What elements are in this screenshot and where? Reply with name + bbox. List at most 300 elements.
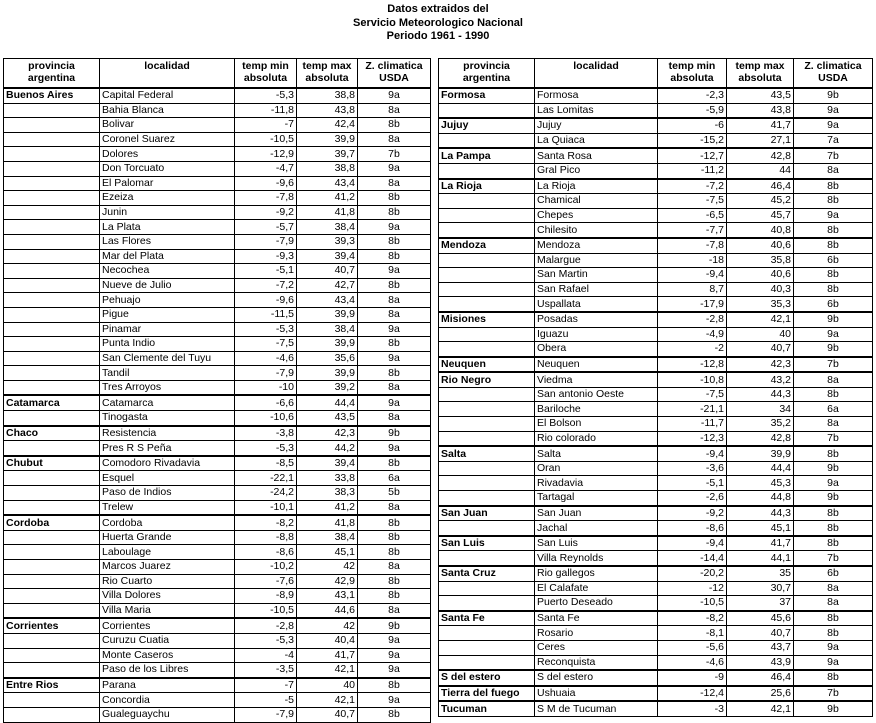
localidad-cell: Salta	[535, 446, 658, 461]
zona-cell: 8b	[358, 678, 431, 693]
zona-cell: 9a	[794, 476, 873, 491]
temp-min-cell: -9,4	[658, 268, 727, 283]
table-row	[439, 581, 873, 596]
provincia-cell: Salta	[439, 446, 535, 461]
temp-min-cell: 8,7	[658, 282, 727, 297]
temp-min-cell: -3	[658, 701, 727, 716]
localidad-cell: El Calafate	[535, 581, 658, 596]
header-zona-climatica: Z. climatica USDA	[358, 59, 431, 89]
zona-cell: 8a	[358, 380, 431, 395]
temp-min-cell: -4,9	[658, 327, 727, 342]
temp-min-cell: -12,8	[658, 357, 727, 373]
zona-cell: 8b	[794, 611, 873, 626]
provincia-cell	[4, 471, 100, 486]
temp-max-cell: 45,3	[727, 476, 794, 491]
temp-max-cell: 42,7	[297, 278, 358, 293]
table-row	[439, 387, 873, 402]
table-row	[4, 395, 431, 410]
zona-cell: 9b	[794, 88, 873, 103]
localidad-cell: Pehuajo	[100, 293, 235, 308]
zona-cell: 9b	[358, 618, 431, 633]
temp-min-cell: -12,4	[658, 686, 727, 702]
temp-min-cell: -9,3	[235, 249, 297, 264]
zona-cell: 8b	[794, 179, 873, 194]
temp-max-cell: 27,1	[727, 133, 794, 148]
temp-min-cell: -11,5	[235, 307, 297, 322]
localidad-cell: San Martin	[535, 268, 658, 283]
localidad-cell: Reconquista	[535, 655, 658, 670]
temp-max-cell: 39,9	[297, 366, 358, 381]
localidad-cell: Resistencia	[100, 426, 235, 441]
zona-cell: 8b	[794, 536, 873, 551]
provincia-cell	[4, 530, 100, 545]
temp-min-cell: -9,4	[658, 536, 727, 551]
localidad-cell: Santa Rosa	[535, 148, 658, 163]
zona-cell: 8b	[794, 506, 873, 521]
zona-cell: 9b	[794, 491, 873, 506]
table-row	[439, 342, 873, 357]
title-line-2: Servicio Meteorologico Nacional	[353, 16, 523, 29]
provincia-cell	[439, 521, 535, 536]
zona-cell: 7b	[794, 431, 873, 446]
temp-max-cell: 44,8	[727, 491, 794, 506]
zona-cell: 9b	[794, 312, 873, 327]
provincia-cell: Buenos Aires	[4, 88, 100, 103]
temp-max-cell: 41,7	[727, 536, 794, 551]
table-row	[4, 648, 431, 663]
localidad-cell: Chilesito	[535, 223, 658, 238]
localidad-cell: Villa Maria	[100, 603, 235, 618]
table-row	[4, 589, 431, 604]
table-row	[439, 312, 873, 327]
provincia-cell	[4, 603, 100, 618]
table-row	[4, 633, 431, 648]
temp-min-cell: -2,3	[658, 88, 727, 103]
zona-cell: 6b	[794, 566, 873, 581]
temp-min-cell: -8,6	[658, 521, 727, 536]
provincia-cell	[4, 500, 100, 515]
zona-cell: 8a	[358, 560, 431, 575]
temp-min-cell: -5,3	[235, 322, 297, 337]
temp-min-cell: -7,5	[658, 194, 727, 209]
table-row	[4, 663, 431, 678]
provincia-cell	[4, 337, 100, 352]
temp-max-cell: 38,4	[297, 322, 358, 337]
table-row	[4, 486, 431, 501]
zona-cell: 6b	[794, 297, 873, 312]
provincia-cell	[4, 278, 100, 293]
temp-min-cell: -3,8	[235, 426, 297, 441]
provincia-cell	[439, 133, 535, 148]
header-localidad: localidad	[100, 59, 235, 89]
localidad-cell: Coronel Suarez	[100, 132, 235, 147]
zona-cell: 7b	[794, 148, 873, 163]
provincia-cell	[4, 380, 100, 395]
temp-max-cell: 44,1	[727, 551, 794, 566]
temp-max-cell: 40	[297, 678, 358, 693]
temp-min-cell: -22,1	[235, 471, 297, 486]
temp-max-cell: 39,2	[297, 380, 358, 395]
zona-cell: 8b	[358, 205, 431, 220]
header-row	[4, 59, 431, 89]
temp-max-cell: 43,1	[297, 589, 358, 604]
temp-max-cell: 41,2	[297, 500, 358, 515]
temp-max-cell: 43,2	[727, 372, 794, 387]
zona-cell: 9a	[358, 693, 431, 708]
zona-cell: 7b	[794, 357, 873, 373]
localidad-cell: Parana	[100, 678, 235, 693]
temp-max-cell: 45,6	[727, 611, 794, 626]
table-row	[439, 208, 873, 223]
temp-min-cell: -4,7	[235, 161, 297, 176]
temp-max-cell: 39,9	[727, 446, 794, 461]
table-row	[4, 278, 431, 293]
table-row	[439, 461, 873, 476]
zona-cell: 8b	[794, 268, 873, 283]
temp-min-cell: -7,6	[235, 574, 297, 589]
zona-cell: 9a	[794, 327, 873, 342]
temp-min-cell: -10,5	[235, 603, 297, 618]
table-row	[4, 220, 431, 235]
provincia-cell: Catamarca	[4, 395, 100, 410]
temp-max-cell: 35	[727, 566, 794, 581]
temp-min-cell: -6,6	[235, 395, 297, 410]
table-row	[4, 411, 431, 426]
temp-min-cell: -9,6	[235, 176, 297, 191]
zona-cell: 8b	[358, 337, 431, 352]
temp-max-cell: 42,1	[727, 701, 794, 716]
provincia-cell: La Rioja	[439, 179, 535, 194]
provincia-cell	[439, 268, 535, 283]
temp-max-cell: 30,7	[727, 581, 794, 596]
provincia-cell	[439, 402, 535, 417]
table-row	[4, 132, 431, 147]
provincia-cell	[4, 560, 100, 575]
table-row	[439, 640, 873, 655]
table-row	[439, 103, 873, 118]
temp-min-cell: -12,9	[235, 147, 297, 162]
temp-min-cell: -10	[235, 380, 297, 395]
temp-max-cell: 41,7	[727, 118, 794, 133]
climate-table-left	[3, 58, 431, 723]
table-row	[439, 163, 873, 178]
zona-cell: 8a	[358, 500, 431, 515]
zona-cell: 9a	[794, 640, 873, 655]
provincia-cell	[439, 223, 535, 238]
temp-min-cell: -11,7	[658, 417, 727, 432]
header-provincia: provincia argentina	[4, 59, 100, 89]
zona-cell: 8a	[358, 293, 431, 308]
localidad-cell: El Palomar	[100, 176, 235, 191]
table-row	[4, 678, 431, 693]
temp-min-cell: -18	[658, 253, 727, 268]
temp-max-cell: 38,4	[297, 530, 358, 545]
temp-min-cell: -8,2	[658, 611, 727, 626]
temp-max-cell: 46,4	[727, 179, 794, 194]
localidad-cell: San Luis	[535, 536, 658, 551]
provincia-cell: Santa Cruz	[439, 566, 535, 581]
climate-table-right	[438, 58, 873, 717]
provincia-cell	[439, 626, 535, 641]
localidad-cell: Rio Cuarto	[100, 574, 235, 589]
temp-min-cell: -4	[235, 648, 297, 663]
zona-cell: 9b	[358, 426, 431, 441]
provincia-cell	[4, 693, 100, 708]
localidad-cell: Formosa	[535, 88, 658, 103]
localidad-cell: Paso de los Libres	[100, 663, 235, 678]
localidad-cell: Bariloche	[535, 402, 658, 417]
zona-cell: 9a	[358, 220, 431, 235]
table-row	[439, 133, 873, 148]
zona-cell: 8b	[794, 238, 873, 253]
table-row	[4, 426, 431, 441]
provincia-cell: Entre Rios	[4, 678, 100, 693]
table-row	[439, 118, 873, 133]
temp-max-cell: 39,9	[297, 132, 358, 147]
table-row	[439, 686, 873, 702]
temp-max-cell: 38,8	[297, 161, 358, 176]
localidad-cell: Don Torcuato	[100, 161, 235, 176]
table-row	[4, 234, 431, 249]
temp-max-cell: 42,1	[297, 663, 358, 678]
zona-cell: 8b	[794, 223, 873, 238]
zona-cell: 9a	[358, 395, 431, 410]
temp-min-cell: -7	[235, 118, 297, 133]
temp-min-cell: -12,7	[658, 148, 727, 163]
table-row	[4, 351, 431, 366]
temp-max-cell: 40,3	[727, 282, 794, 297]
zona-cell: 8b	[358, 234, 431, 249]
localidad-cell: Viedma	[535, 372, 658, 387]
temp-max-cell: 39,4	[297, 249, 358, 264]
temp-min-cell: -9,2	[658, 506, 727, 521]
temp-min-cell: -5,9	[658, 103, 727, 118]
localidad-cell: Tartagal	[535, 491, 658, 506]
table-row	[4, 545, 431, 560]
table-row	[4, 603, 431, 618]
temp-max-cell: 41,2	[297, 191, 358, 206]
table-row	[439, 596, 873, 611]
temp-min-cell: -7,2	[235, 278, 297, 293]
temp-max-cell: 44,3	[727, 506, 794, 521]
provincia-cell: S del estero	[439, 670, 535, 686]
temp-max-cell: 44,3	[727, 387, 794, 402]
zona-cell: 8b	[794, 670, 873, 686]
localidad-cell: Tandil	[100, 366, 235, 381]
provincia-cell	[4, 176, 100, 191]
localidad-cell: Ezeiza	[100, 191, 235, 206]
zona-cell: 8a	[794, 417, 873, 432]
temp-min-cell: -5,3	[235, 88, 297, 103]
temp-max-cell: 42,3	[727, 357, 794, 373]
temp-min-cell: -2,8	[658, 312, 727, 327]
provincia-cell	[4, 589, 100, 604]
temp-max-cell: 40,4	[297, 633, 358, 648]
temp-min-cell: -5,3	[235, 633, 297, 648]
title-line-3: Periodo 1961 - 1990	[386, 30, 490, 42]
provincia-cell: Chubut	[4, 456, 100, 471]
zona-cell: 9b	[794, 701, 873, 716]
header-temp-min: temp min absoluta	[235, 59, 297, 89]
provincia-cell	[4, 648, 100, 663]
provincia-cell: Jujuy	[439, 118, 535, 133]
localidad-cell: Chamical	[535, 194, 658, 209]
provincia-cell	[4, 264, 100, 279]
table-row	[439, 551, 873, 566]
provincia-cell: Rio Negro	[439, 372, 535, 387]
provincia-cell: San Luis	[439, 536, 535, 551]
temp-max-cell: 43,8	[727, 103, 794, 118]
header-temp-min: temp min absoluta	[658, 59, 727, 89]
temp-max-cell: 44,2	[297, 441, 358, 456]
table-row	[4, 456, 431, 471]
provincia-cell	[439, 476, 535, 491]
provincia-cell: Tucuman	[439, 701, 535, 716]
table-row	[439, 148, 873, 163]
zona-cell: 9b	[794, 342, 873, 357]
zona-cell: 9a	[358, 648, 431, 663]
table-row	[439, 297, 873, 312]
localidad-cell: Marcos Juarez	[100, 560, 235, 575]
table-row	[439, 566, 873, 581]
table-row	[439, 611, 873, 626]
provincia-cell	[4, 366, 100, 381]
temp-max-cell: 39,9	[297, 307, 358, 322]
temp-max-cell: 25,6	[727, 686, 794, 702]
zona-cell: 8b	[358, 249, 431, 264]
table-row	[4, 337, 431, 352]
zona-cell: 8a	[358, 176, 431, 191]
temp-min-cell: -6,5	[658, 208, 727, 223]
temp-max-cell: 40,6	[727, 238, 794, 253]
temp-max-cell: 34	[727, 402, 794, 417]
temp-min-cell: -7,9	[235, 707, 297, 722]
table-row	[4, 322, 431, 337]
temp-min-cell: -5,1	[235, 264, 297, 279]
temp-max-cell: 35,3	[727, 297, 794, 312]
localidad-cell: Catamarca	[100, 395, 235, 410]
temp-max-cell: 42,4	[297, 118, 358, 133]
localidad-cell: San Juan	[535, 506, 658, 521]
temp-max-cell: 42	[297, 560, 358, 575]
zona-cell: 9a	[358, 663, 431, 678]
temp-min-cell: -11,8	[235, 103, 297, 118]
localidad-cell: Cordoba	[100, 515, 235, 530]
provincia-cell	[4, 191, 100, 206]
table-row	[439, 446, 873, 461]
provincia-cell	[439, 208, 535, 223]
provincia-cell: Formosa	[439, 88, 535, 103]
localidad-cell: Uspallata	[535, 297, 658, 312]
temp-max-cell: 40,7	[727, 342, 794, 357]
temp-max-cell: 40	[727, 327, 794, 342]
temp-max-cell: 41,8	[297, 515, 358, 530]
localidad-cell: Corrientes	[100, 618, 235, 633]
temp-min-cell: -8,5	[235, 456, 297, 471]
localidad-cell: Rio gallegos	[535, 566, 658, 581]
localidad-cell: Monte Caseros	[100, 648, 235, 663]
provincia-cell	[4, 707, 100, 722]
zona-cell: 8b	[794, 387, 873, 402]
zona-cell: 8b	[358, 589, 431, 604]
zona-cell: 8b	[358, 456, 431, 471]
table-row	[439, 194, 873, 209]
header-temp-max: temp max absoluta	[727, 59, 794, 89]
localidad-cell: Esquel	[100, 471, 235, 486]
zona-cell: 8a	[358, 603, 431, 618]
temp-max-cell: 40,6	[727, 268, 794, 283]
zona-cell: 8b	[358, 278, 431, 293]
provincia-cell	[4, 147, 100, 162]
provincia-cell	[439, 655, 535, 670]
temp-min-cell: -7,5	[658, 387, 727, 402]
table-row	[439, 372, 873, 387]
localidad-cell: Mar del Plata	[100, 249, 235, 264]
table-row	[439, 327, 873, 342]
temp-min-cell: -7,9	[235, 234, 297, 249]
temp-max-cell: 42,8	[727, 148, 794, 163]
table-row	[439, 670, 873, 686]
provincia-cell	[439, 297, 535, 312]
zona-cell: 9a	[358, 441, 431, 456]
localidad-cell: Pinamar	[100, 322, 235, 337]
localidad-cell: Pres R S Peña	[100, 441, 235, 456]
temp-max-cell: 38,3	[297, 486, 358, 501]
zona-cell: 8a	[358, 103, 431, 118]
localidad-cell: Laboulage	[100, 545, 235, 560]
table-row	[4, 88, 431, 103]
temp-max-cell: 43,9	[727, 655, 794, 670]
zona-cell: 6a	[358, 471, 431, 486]
zona-cell: 7b	[358, 147, 431, 162]
temp-min-cell: -9,2	[235, 205, 297, 220]
localidad-cell: Iguazu	[535, 327, 658, 342]
provincia-cell	[4, 411, 100, 426]
table-row	[439, 223, 873, 238]
temp-min-cell: -12,3	[658, 431, 727, 446]
zona-cell: 8b	[358, 118, 431, 133]
zona-cell: 8b	[794, 446, 873, 461]
temp-min-cell: -11,2	[658, 163, 727, 178]
zona-cell: 8b	[358, 545, 431, 560]
zona-cell: 9a	[358, 264, 431, 279]
temp-min-cell: -10,2	[235, 560, 297, 575]
table-row	[439, 88, 873, 103]
temp-min-cell: -8,2	[235, 515, 297, 530]
table-row	[4, 205, 431, 220]
zona-cell: 8b	[358, 530, 431, 545]
zona-cell: 8b	[358, 574, 431, 589]
localidad-cell: Santa Fe	[535, 611, 658, 626]
localidad-cell: Capital Federal	[100, 88, 235, 103]
localidad-cell: Chepes	[535, 208, 658, 223]
table-row	[4, 307, 431, 322]
temp-min-cell: -24,2	[235, 486, 297, 501]
header-zona-climatica: Z. climatica USDA	[794, 59, 873, 89]
temp-max-cell: 44,4	[297, 395, 358, 410]
zona-cell: 8a	[358, 307, 431, 322]
table-row	[439, 402, 873, 417]
provincia-cell	[439, 253, 535, 268]
table-row	[4, 574, 431, 589]
localidad-cell: S del estero	[535, 670, 658, 686]
temp-min-cell: -5,1	[658, 476, 727, 491]
table-row	[4, 500, 431, 515]
temp-min-cell: -7,5	[235, 337, 297, 352]
provincia-cell	[439, 596, 535, 611]
temp-min-cell: -7,2	[658, 179, 727, 194]
temp-min-cell: -9,6	[235, 293, 297, 308]
